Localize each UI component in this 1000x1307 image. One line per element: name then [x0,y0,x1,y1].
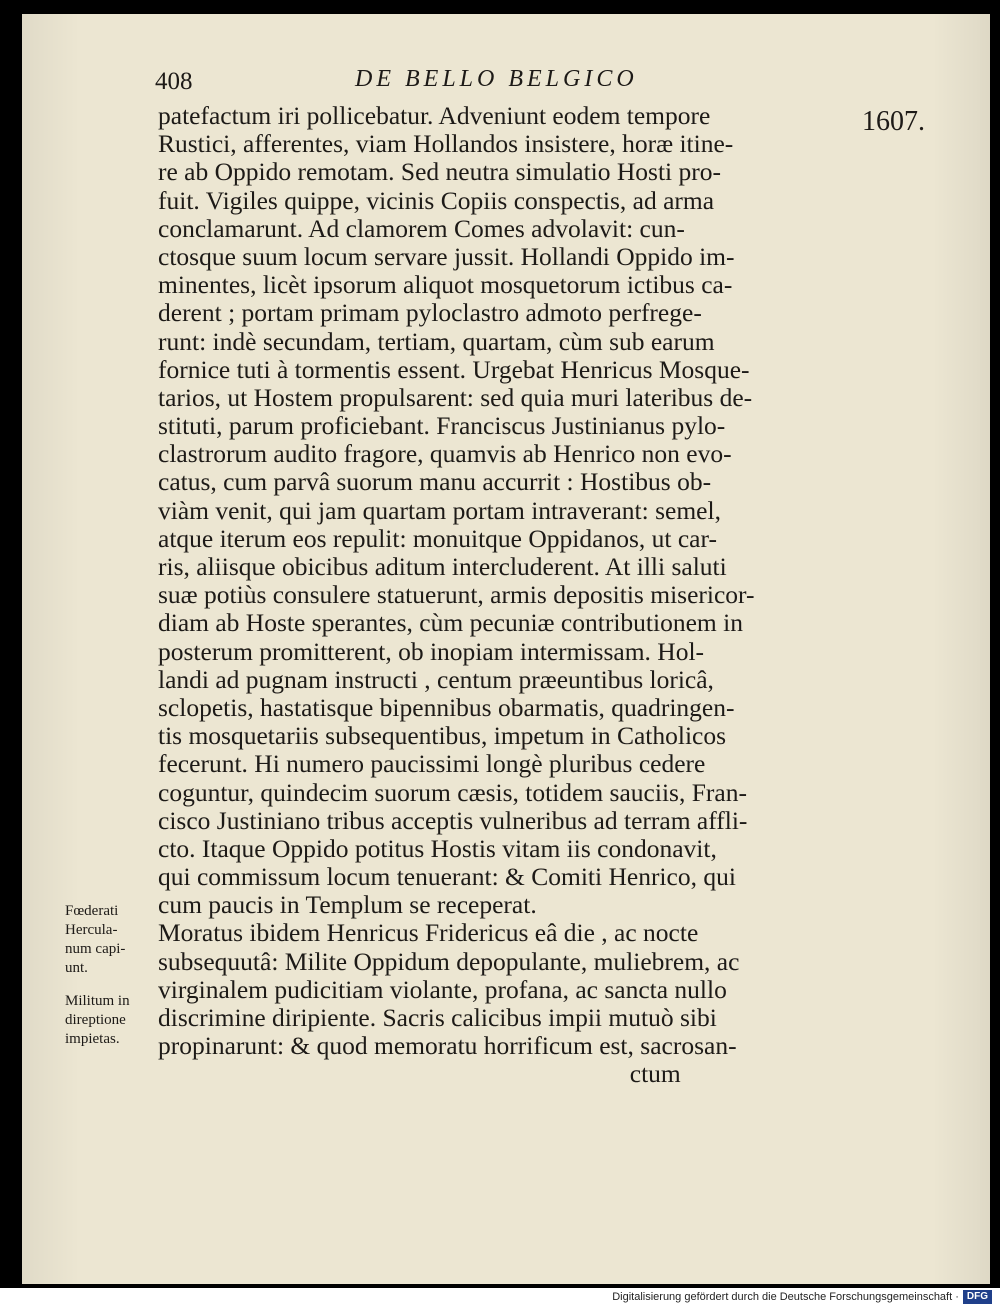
text-line: derent ; portam primam pyloclastro admoto perfrege- [158,298,702,328]
text-line: Moratus ibidem Henricus Fridericus eâ die , ac nocte [158,918,699,948]
text-line: ctosque suum locum servare jussit. Hollandi Oppido im- [158,241,735,271]
text-line: cum paucis in Templum se receperat. [158,890,537,920]
text-line: viàm venit, qui jam quartam portam intraverant: semel, [158,495,721,525]
marginal-line: Fœderati [65,903,119,919]
text-line: clastrorum audito fragore, quamvis ab Henrico non evo- [158,439,732,469]
marginal-note-militum [65,992,157,1049]
text-line: stituti, parum proficiebant. Franciscus Justinianus pylo- [158,411,726,441]
margin-year: 1607. [862,106,925,137]
catchword: ctum [158,1059,681,1089]
text-line: propinarunt: & quod memoratu horrificum est, sacrosan- [158,1031,737,1061]
book-page [22,14,990,1284]
text-line: Rustici, afferentes, viam Hollandos insistere, horæ itine- [158,129,734,159]
marginal-line: num capi- [65,941,126,957]
text-line: conclamarunt. Ad clamorem Comes advolavit: cun- [158,213,685,243]
running-title: DE BELLO BELGICO [355,66,638,92]
marginal-note-foederati [65,902,157,978]
text-line: tarios, ut Hostem propulsarent: sed quia muri lateribus de- [158,382,753,412]
marginal-line: direptione [65,1012,126,1028]
marginal-line: impietas. [65,1031,120,1047]
page-number: 408 [155,68,193,95]
marginal-line: unt. [65,960,88,976]
text-line: tis mosquetariis subsequentibus, impetum in Catholicos [158,721,727,751]
text-line: runt: indè secundam, tertiam, quartam, cùm sub earum [158,326,715,356]
body-text [158,102,858,1089]
text-line: posterum promitterent, ob inopiam intermissam. Hol- [158,636,705,666]
text-line: discrimine diripiente. Sacris calicibus impii mutuò sibi [158,1003,717,1032]
page-header [155,66,675,100]
funding-notice: Digitalisierung gefördert durch die Deutsche Forschungsgemeinschaft · [612,1291,959,1303]
dfg-logo: DFG [963,1290,992,1304]
text-line: virginalem pudicitiam violante, profana, ac sancta nullo [158,974,727,1004]
text-line: fornice tuti à tormentis essent. Urgebat Henricus Mosque- [158,354,750,384]
digitization-footer [0,1288,1000,1307]
text-line: patefactum iri pollicebatur. Adveniunt eodem tempore [158,101,711,130]
text-line: fecerunt. Hi numero paucissimi longè pluribus cedere [158,749,706,779]
text-line: atque iterum eos repulit: monuitque Oppidanos, ut car- [158,523,717,553]
text-line: qui commissum locum tenuerant: & Comiti Henrico, qui [158,862,736,892]
text-line: suæ potiùs consulere statuerunt, armis depositis misericor- [158,580,755,610]
text-line: ris, aliisque obicibus aditum intercluderent. At illi saluti [158,552,727,581]
text-line: subsequutâ: Milite Oppidum depopulante, muliebrem, ac [158,946,740,976]
text-line: re ab Oppido remotam. Sed neutra simulatio Hosti pro- [158,157,722,187]
marginal-line: Militum in [65,993,130,1009]
text-line: cisco Justiniano tribus acceptis vulneribus ad terram affli- [158,805,748,835]
text-line: fuit. Vigiles quippe, vicinis Copiis conspectis, ad arma [158,185,715,215]
text-line: sclopetis, hastatisque bipennibus obarmatis, quadringen- [158,692,735,722]
text-line: diam ab Hoste sperantes, cùm pecuniæ contributionem in [158,608,743,638]
text-line: landi ad pugnam instructi , centum præeuntibus loricâ, [158,664,714,694]
text-line: minentes, licèt ipsorum aliquot mosquetorum ictibus ca- [158,270,733,300]
marginal-line: Hercula- [65,922,118,938]
text-line: cto. Itaque Oppido potitus Hostis vitam iis condonavit, [158,833,717,863]
text-line: coguntur, quindecim suorum cæsis, totidem sauciis, Fran- [158,777,747,807]
text-line: catus, cum parvâ suorum manu accurrit : Hostibus ob- [158,467,712,497]
